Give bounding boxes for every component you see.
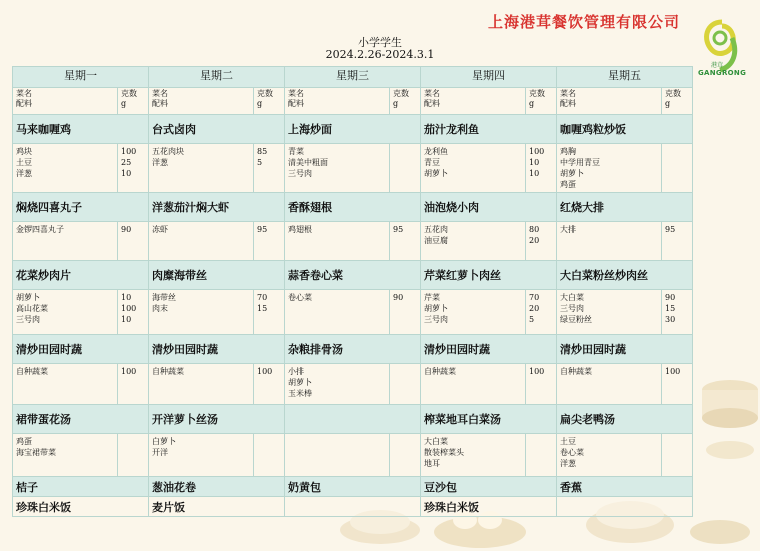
ingredient-list <box>421 144 526 193</box>
weight-label <box>254 88 285 115</box>
ingredient-weight: 10 <box>121 169 132 178</box>
ingredient-weight <box>665 168 689 179</box>
ingredient-name: 洋葱 <box>16 169 32 178</box>
dish-name: 洋葱茄汁焖大虾 <box>149 193 285 222</box>
ingredient-name: 小排 <box>288 367 304 376</box>
ingredient-name: 冻虾 <box>152 225 168 234</box>
ingredient-weights <box>118 290 149 335</box>
ingredient-list <box>13 222 118 261</box>
day-header: 星期二 <box>149 67 285 88</box>
ingredient-weight: 100 <box>121 147 137 156</box>
dish-ingredient-label <box>421 88 526 115</box>
weight-label-text: 克数 <box>393 89 409 98</box>
ingredient-name: 清美中粗面 <box>288 158 328 167</box>
ingredient-name: 卷心菜 <box>288 293 312 302</box>
ingredient-weights <box>118 222 149 261</box>
ingredient-weight <box>529 447 553 458</box>
ingredient-weight: 70 <box>529 293 540 302</box>
staple-row <box>13 497 693 517</box>
day-header: 星期一 <box>13 67 149 88</box>
ingredient-weight <box>529 436 553 447</box>
ingredient-name: 自种蔬菜 <box>16 367 48 376</box>
snack-item: 奶黄包 <box>285 477 421 497</box>
ingredient-list <box>13 434 118 477</box>
day-header-row <box>13 67 693 88</box>
ingredient-list <box>149 222 254 261</box>
weight-label-text: 克数 <box>257 89 273 98</box>
dish-name: 扁尖老鸭汤 <box>557 405 693 434</box>
ingredient-name: 大排 <box>560 225 576 234</box>
ingredient-weight <box>121 436 145 447</box>
ingredient-name: 鸡块 <box>16 147 32 156</box>
ingredient-weight: 95 <box>257 225 268 234</box>
snack-item: 葱油花卷 <box>149 477 285 497</box>
ingredient-name: 肉末 <box>152 304 168 313</box>
ingredient-list <box>285 144 390 193</box>
ingredient-label: 配料 <box>288 99 304 108</box>
ingredient-row <box>13 144 693 193</box>
ingredient-label: 配料 <box>16 99 32 108</box>
dish-ingredient-label <box>13 88 118 115</box>
ingredient-weight <box>393 388 417 399</box>
ingredient-label: 配料 <box>152 99 168 108</box>
ingredient-row <box>13 290 693 335</box>
dish-label: 菜名 <box>560 89 576 98</box>
date-range: 2024.2.26-2024.3.1 <box>325 48 435 61</box>
day-header: 星期四 <box>421 67 557 88</box>
ingredient-weight: 20 <box>529 304 540 313</box>
staple-item: 珍珠白米饭 <box>13 497 149 517</box>
ingredient-weight: 95 <box>393 225 404 234</box>
ingredient-weights <box>390 144 421 193</box>
ingredient-weight <box>665 436 689 447</box>
ingredient-weight: 90 <box>121 225 132 234</box>
dish-name <box>285 405 421 434</box>
ingredient-name: 胡萝卜 <box>16 293 40 302</box>
ingredient-weight: 15 <box>665 304 676 313</box>
ingredient-weight: 70 <box>257 293 268 302</box>
ingredient-weights <box>662 222 693 261</box>
ingredient-weights <box>662 364 693 405</box>
dish-name: 开洋萝卜丝汤 <box>149 405 285 434</box>
dish-name: 清炒田园时蔬 <box>421 335 557 364</box>
staple-item <box>285 497 421 517</box>
snack-item: 豆沙包 <box>421 477 557 497</box>
ingredient-row <box>13 434 693 477</box>
ingredient-name: 土豆 <box>560 437 576 446</box>
ingredient-weight <box>257 447 281 458</box>
dish-name: 香酥翅根 <box>285 193 421 222</box>
weight-label-text: 克数 <box>665 89 681 98</box>
ingredient-weights <box>118 434 149 477</box>
ingredient-weights <box>390 364 421 405</box>
ingredient-weight: 100 <box>257 367 273 376</box>
dish-label: 菜名 <box>288 89 304 98</box>
ingredient-name: 散装榨菜头 <box>424 448 464 457</box>
ingredient-weights <box>254 290 285 335</box>
dish-row <box>13 193 693 222</box>
ingredient-list <box>285 222 390 261</box>
ingredient-list <box>421 364 526 405</box>
ingredient-name: 地耳 <box>424 459 440 468</box>
ingredient-weight <box>121 447 145 458</box>
ingredient-weights <box>662 144 693 193</box>
ingredient-label: 配料 <box>424 99 440 108</box>
ingredient-name: 三号肉 <box>288 169 312 178</box>
snack-item: 桔子 <box>13 477 149 497</box>
ingredient-name: 自种蔬菜 <box>424 367 456 376</box>
ingredient-name: 胡萝卜 <box>560 169 584 178</box>
dish-name: 油泡烧小肉 <box>421 193 557 222</box>
ingredient-weight: 15 <box>257 304 268 313</box>
ingredient-weight: 25 <box>121 158 132 167</box>
ingredient-name: 五花肉块 <box>152 147 184 156</box>
day-header: 星期三 <box>285 67 421 88</box>
ingredient-weights <box>526 222 557 261</box>
snack-row <box>13 477 693 497</box>
unit-label-text: g <box>665 99 671 108</box>
ingredient-weights <box>118 364 149 405</box>
ingredient-list <box>421 222 526 261</box>
dish-name: 大白菜粉丝炒肉丝 <box>557 261 693 290</box>
day-header: 星期五 <box>557 67 693 88</box>
ingredient-weights <box>254 144 285 193</box>
ingredient-name: 芹菜 <box>424 293 440 302</box>
ingredient-name: 高山花菜 <box>16 304 48 313</box>
ingredient-weight <box>393 157 417 168</box>
ingredient-list <box>149 364 254 405</box>
ingredient-list <box>557 222 662 261</box>
ingredient-name: 三号肉 <box>560 304 584 313</box>
dish-name: 蒜香卷心菜 <box>285 261 421 290</box>
ingredient-name: 鸡蛋 <box>16 437 32 446</box>
ingredient-weights <box>390 434 421 477</box>
dish-name: 咖喱鸡粒炒饭 <box>557 115 693 144</box>
ingredient-weight: 100 <box>529 147 545 156</box>
dish-name: 马来咖喱鸡 <box>13 115 149 144</box>
dish-name: 花菜炒肉片 <box>13 261 149 290</box>
weight-label <box>118 88 149 115</box>
ingredient-weights <box>254 222 285 261</box>
ingredient-weights <box>118 144 149 193</box>
weight-label <box>526 88 557 115</box>
ingredient-list <box>285 434 390 477</box>
ingredient-weight <box>393 366 417 377</box>
ingredient-name: 开洋 <box>152 448 168 457</box>
dish-label: 菜名 <box>16 89 32 98</box>
dish-name: 榨菜地耳白菜汤 <box>421 405 557 434</box>
column-label-row <box>13 88 693 115</box>
ingredient-name: 卷心菜 <box>560 448 584 457</box>
ingredient-list <box>421 434 526 477</box>
dish-ingredient-label <box>149 88 254 115</box>
staple-item: 珍珠白米饭 <box>421 497 557 517</box>
unit-label-text: g <box>257 99 263 108</box>
ingredient-list <box>13 290 118 335</box>
ingredient-list <box>557 434 662 477</box>
ingredient-list <box>13 364 118 405</box>
ingredient-weight <box>665 179 689 190</box>
ingredient-weight: 10 <box>529 169 540 178</box>
ingredient-weight: 90 <box>665 293 676 302</box>
dish-name: 焖烧四喜丸子 <box>13 193 149 222</box>
dish-name: 清炒田园时蔬 <box>149 335 285 364</box>
ingredient-name: 胡萝卜 <box>424 304 448 313</box>
ingredient-list <box>421 290 526 335</box>
dish-name: 清炒田园时蔬 <box>13 335 149 364</box>
ingredient-weights <box>526 434 557 477</box>
ingredient-name: 三号肉 <box>16 315 40 324</box>
dish-name: 茄汁龙利鱼 <box>421 115 557 144</box>
ingredient-list <box>13 144 118 193</box>
unit-label-text: g <box>529 99 535 108</box>
ingredient-name: 自种蔬菜 <box>560 367 592 376</box>
ingredient-name: 鸡蛋 <box>560 180 576 189</box>
dish-name: 杂粮排骨汤 <box>285 335 421 364</box>
ingredient-list <box>285 290 390 335</box>
ingredient-weight: 5 <box>257 158 263 167</box>
ingredient-name: 金锣四喜丸子 <box>16 225 64 234</box>
ingredient-name: 大白菜 <box>424 437 448 446</box>
dish-row <box>13 405 693 434</box>
ingredient-weights <box>526 144 557 193</box>
ingredient-row <box>13 222 693 261</box>
weight-label <box>390 88 421 115</box>
dish-name: 清炒田园时蔬 <box>557 335 693 364</box>
dish-name: 肉糜海带丝 <box>149 261 285 290</box>
steamer-basket-illustration <box>690 360 760 480</box>
ingredient-weight <box>665 157 689 168</box>
ingredient-name: 鸡胸 <box>560 147 576 156</box>
ingredient-list <box>557 144 662 193</box>
ingredient-name: 鸡翅根 <box>288 225 312 234</box>
menu-title: 小学学生 <box>358 36 402 49</box>
ingredient-name: 玉米棒 <box>288 389 312 398</box>
ingredient-name: 胡萝卜 <box>288 378 312 387</box>
dish-row <box>13 261 693 290</box>
ingredient-name: 青豆 <box>424 158 440 167</box>
ingredient-weight <box>393 146 417 157</box>
ingredient-weights <box>254 364 285 405</box>
weight-label-text: 克数 <box>529 89 545 98</box>
ingredient-weights <box>254 434 285 477</box>
ingredient-weight <box>393 377 417 388</box>
ingredient-weight <box>257 436 281 447</box>
ingredient-list <box>149 434 254 477</box>
dish-ingredient-label <box>285 88 390 115</box>
ingredient-weights <box>662 434 693 477</box>
staple-item <box>557 497 693 517</box>
logo-chinese-text: 港茸 <box>711 62 724 69</box>
logo-english-text: GANGRONG <box>698 69 747 77</box>
ingredient-name: 白萝卜 <box>152 437 176 446</box>
ingredient-weight: 90 <box>393 293 404 302</box>
ingredient-name: 大白菜 <box>560 293 584 302</box>
dish-label: 菜名 <box>152 89 168 98</box>
ingredient-name: 青菜 <box>288 147 304 156</box>
ingredient-list <box>149 144 254 193</box>
unit-label-text: g <box>393 99 399 108</box>
ingredient-list <box>557 290 662 335</box>
ingredient-label: 配料 <box>560 99 576 108</box>
dish-label: 菜名 <box>424 89 440 98</box>
ingredient-name: 洋葱 <box>152 158 168 167</box>
ingredient-weight: 100 <box>529 367 545 376</box>
ingredient-name: 自种蔬菜 <box>152 367 184 376</box>
ingredient-name: 龙利鱼 <box>424 147 448 156</box>
dish-name: 红烧大排 <box>557 193 693 222</box>
ingredient-weight <box>393 168 417 179</box>
dish-name: 台式卤肉 <box>149 115 285 144</box>
ingredient-name: 海宝裙带菜 <box>16 448 56 457</box>
weight-label <box>662 88 693 115</box>
ingredient-name: 五花肉 <box>424 225 448 234</box>
ingredient-weight: 80 <box>529 225 540 234</box>
unit-label-text: g <box>121 99 127 108</box>
dish-name: 芹菜红萝卜肉丝 <box>421 261 557 290</box>
weekly-menu-table <box>12 66 693 517</box>
ingredient-weights <box>526 290 557 335</box>
dish-ingredient-label <box>557 88 662 115</box>
ingredient-row <box>13 364 693 405</box>
ingredient-list <box>285 364 390 405</box>
ingredient-list <box>149 290 254 335</box>
ingredient-weight: 30 <box>665 315 676 324</box>
ingredient-weight: 100 <box>121 367 137 376</box>
dish-name: 上海炒面 <box>285 115 421 144</box>
dish-row <box>13 115 693 144</box>
ingredient-weight <box>665 447 689 458</box>
snack-item: 香蕉 <box>557 477 693 497</box>
ingredient-weight: 100 <box>121 304 137 313</box>
ingredient-name: 胡萝卜 <box>424 169 448 178</box>
ingredient-weight: 10 <box>121 293 132 302</box>
ingredient-weight: 10 <box>529 158 540 167</box>
ingredient-weight <box>665 458 689 469</box>
ingredient-name: 油豆腐 <box>424 236 448 245</box>
ingredient-weight: 10 <box>121 315 132 324</box>
ingredient-name: 绿豆粉丝 <box>560 315 592 324</box>
dish-name: 裙带蛋花汤 <box>13 405 149 434</box>
ingredient-weight: 85 <box>257 147 268 156</box>
ingredient-weights <box>526 364 557 405</box>
ingredient-name: 土豆 <box>16 158 32 167</box>
ingredient-weight: 20 <box>529 236 540 245</box>
ingredient-weights <box>390 290 421 335</box>
ingredient-weight: 5 <box>529 315 535 324</box>
dish-row <box>13 335 693 364</box>
ingredient-name: 洋葱 <box>560 459 576 468</box>
ingredient-name: 海带丝 <box>152 293 176 302</box>
ingredient-name: 中学用青豆 <box>560 158 600 167</box>
company-name: 上海港茸餐饮管理有限公司 <box>488 13 681 31</box>
ingredient-name: 三号肉 <box>424 315 448 324</box>
ingredient-weight <box>665 146 689 157</box>
ingredient-weights <box>662 290 693 335</box>
ingredient-weight <box>529 458 553 469</box>
ingredient-weights <box>390 222 421 261</box>
staple-item: 麦片饭 <box>149 497 285 517</box>
weight-label-text: 克数 <box>121 89 137 98</box>
ingredient-weight: 100 <box>665 367 681 376</box>
ingredient-weight: 95 <box>665 225 676 234</box>
ingredient-list <box>557 364 662 405</box>
